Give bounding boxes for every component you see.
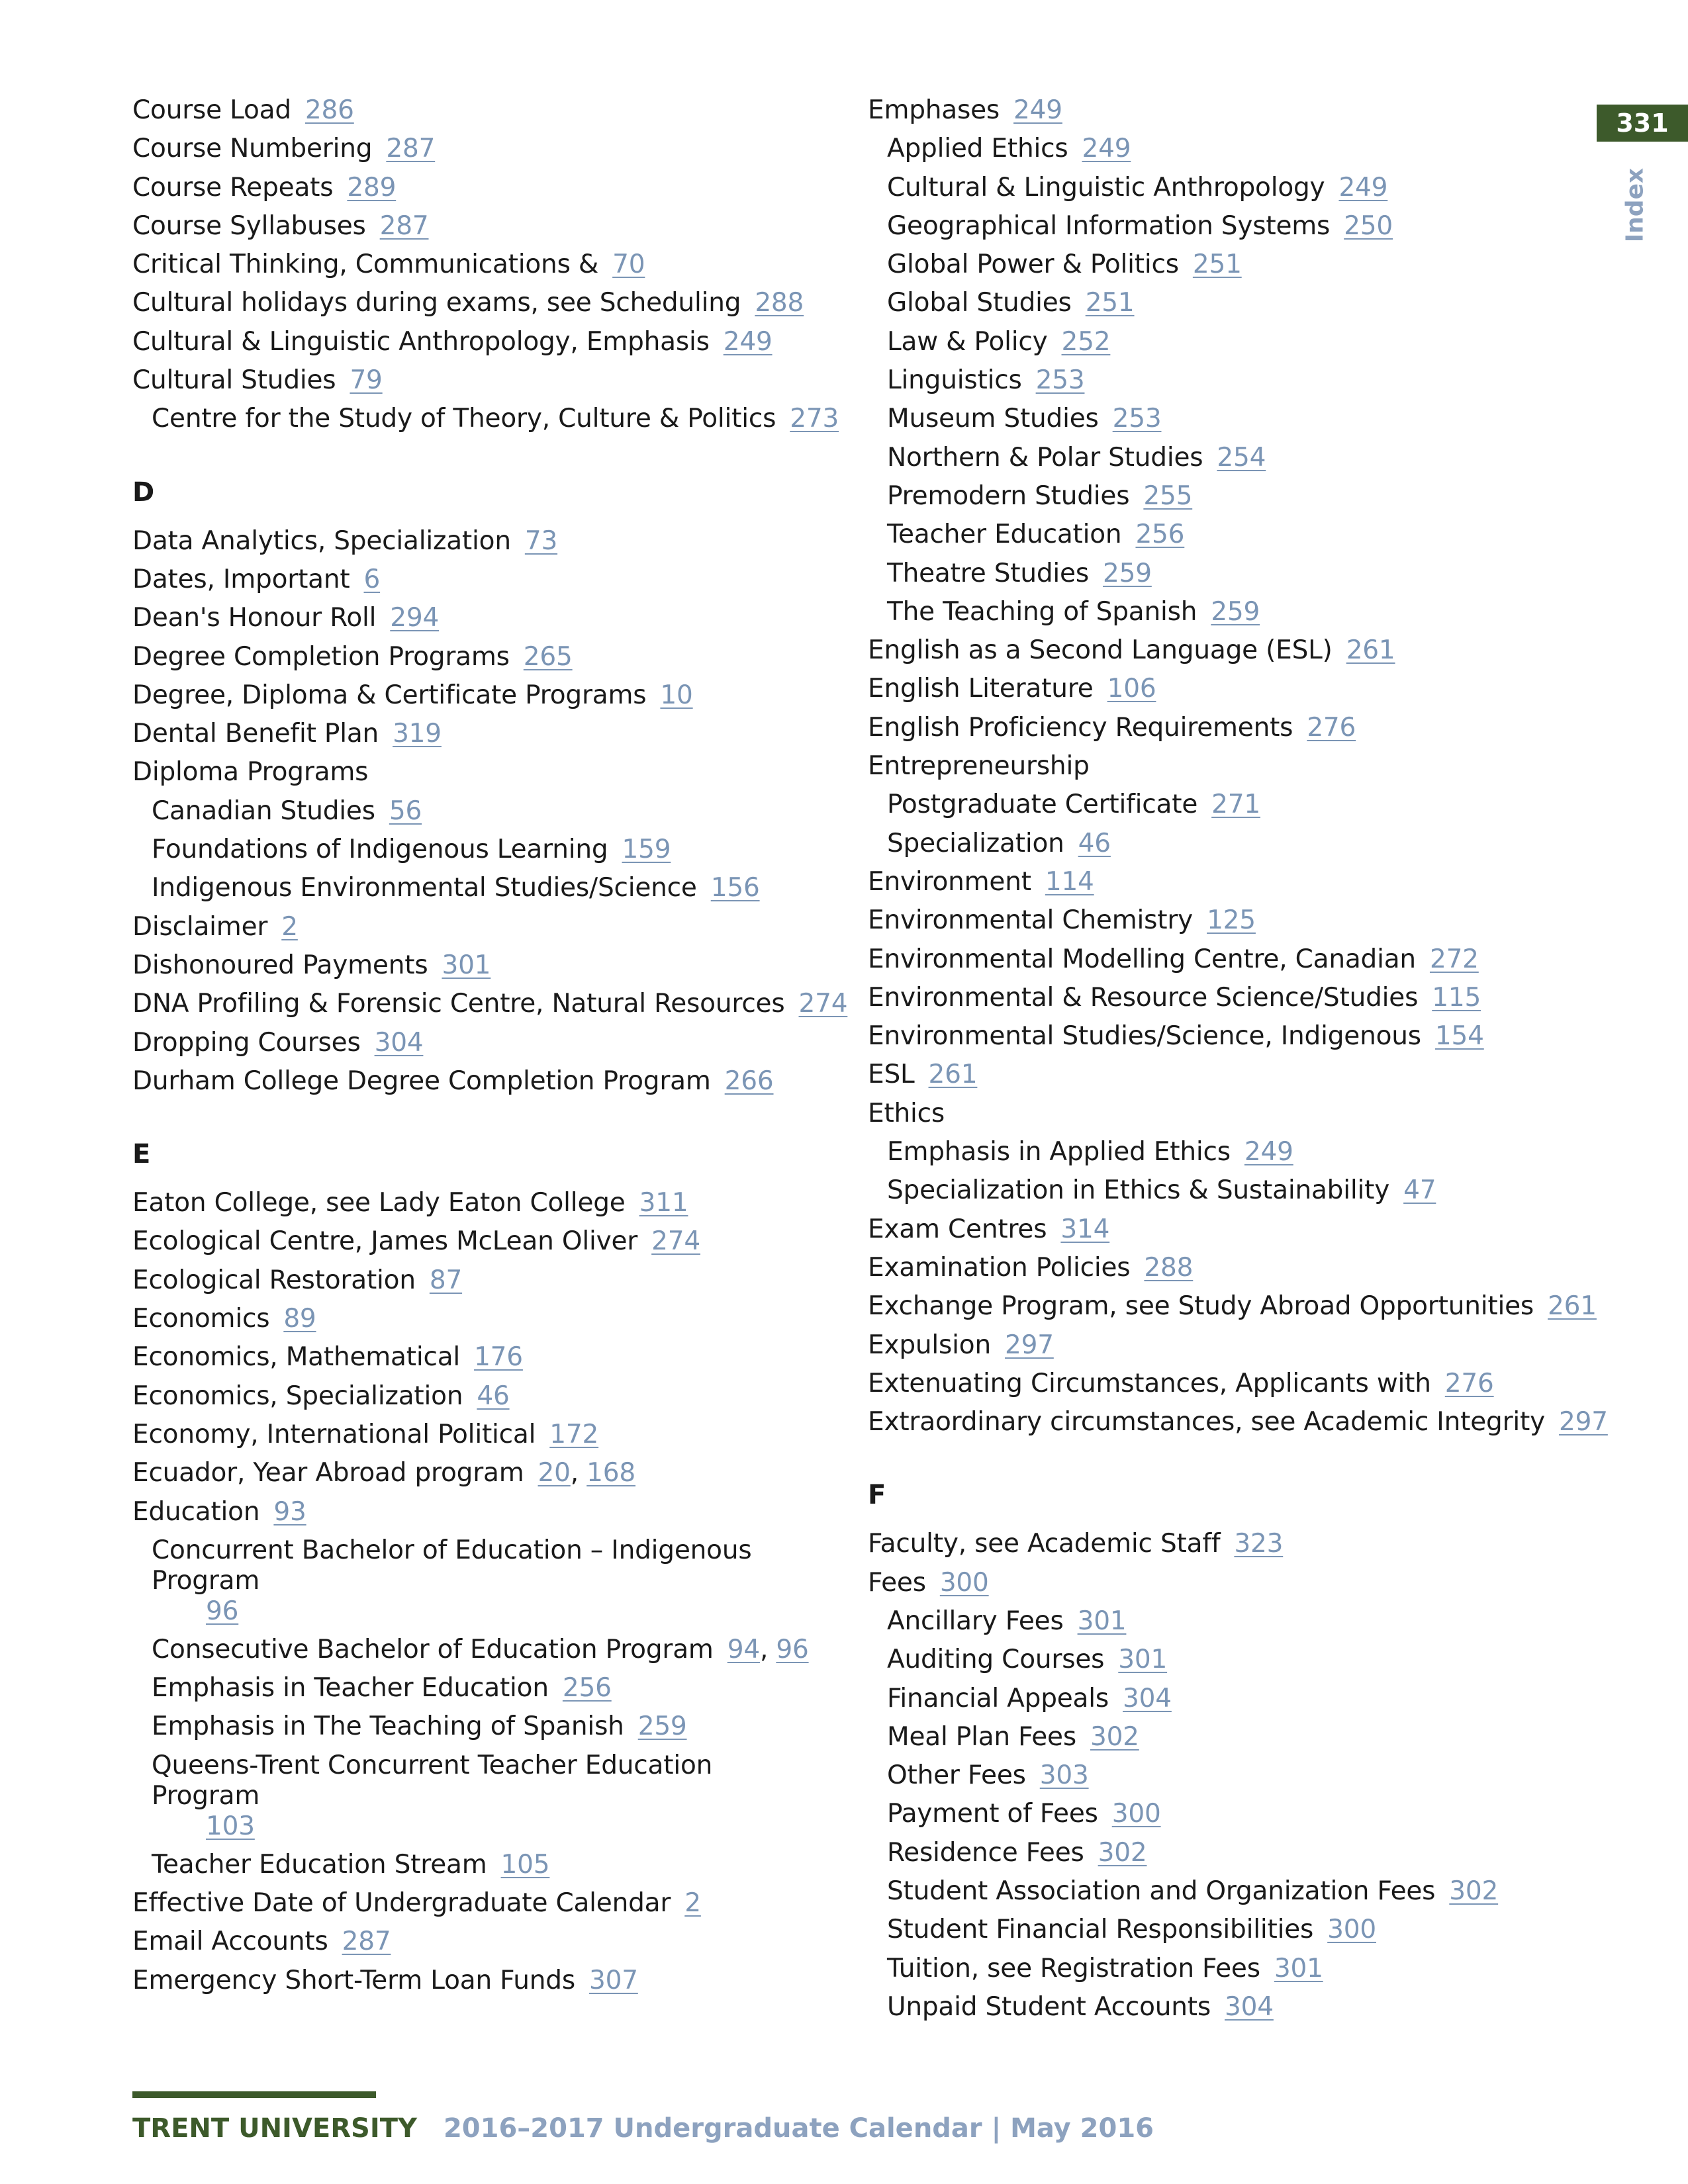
index-entry — [132, 361, 821, 400]
page-ref-link[interactable]: 300 — [1327, 1915, 1376, 1945]
index-term: Foundations of Indigenous Learning — [152, 835, 608, 865]
index-subentry — [868, 1834, 1570, 1872]
index-term: Effective Date of Undergraduate Calendar — [132, 1888, 671, 1918]
section-letter-heading: E — [132, 1139, 151, 1170]
index-term: Economy, International Political — [132, 1419, 536, 1449]
index-entry — [868, 670, 1570, 708]
index-term: Environment — [868, 866, 1031, 897]
index-entry — [132, 1300, 821, 1338]
page-ref-link[interactable]: 304 — [1123, 1683, 1172, 1713]
index-subentry — [868, 1718, 1570, 1756]
index-entry — [868, 709, 1570, 747]
index-term: Environmental Chemistry — [868, 905, 1194, 936]
index-subentry — [132, 831, 821, 869]
index-entry — [132, 130, 821, 168]
index-term: Canadian Studies — [152, 796, 375, 826]
index-term: Law & Policy — [887, 326, 1048, 357]
index-entry — [868, 91, 1570, 130]
index-term: Eaton College, see Lady Eaton College — [132, 1188, 626, 1218]
index-term: Degree, Diploma & Certificate Programs — [132, 680, 647, 710]
page-ref-link[interactable]: 274 — [651, 1226, 700, 1257]
index-term: Auditing Courses — [887, 1645, 1105, 1675]
index-term: Linguistics — [887, 365, 1022, 396]
index-term: Consecutive Bachelor of Education Program — [152, 1634, 714, 1664]
page-ref-link[interactable]: 105 — [500, 1849, 550, 1880]
footer-calendar: 2016–2017 Undergraduate Calendar | May 2016 — [443, 2113, 1154, 2144]
index-term: Environmental & Resource Science/Studies — [868, 982, 1419, 1013]
section-letter-heading: F — [868, 1480, 886, 1511]
page-ref-link[interactable]: 253 — [1035, 365, 1085, 396]
index-subentry — [868, 1680, 1570, 1718]
index-term: Unpaid Student Accounts — [887, 1991, 1211, 2022]
index-term: Geographical Information Systems — [887, 210, 1331, 241]
index-entry — [132, 1184, 821, 1222]
index-term: ESL — [868, 1060, 915, 1090]
index-term: Financial Appeals — [887, 1683, 1109, 1713]
page-ref-link[interactable]: 303 — [1039, 1760, 1089, 1791]
page-ref-link[interactable]: 288 — [755, 288, 804, 318]
index-term: Teacher Education Stream — [152, 1849, 487, 1880]
page-ref-link[interactable]: 304 — [1225, 1991, 1274, 2022]
index-subentry — [132, 1531, 821, 1631]
index-term: Student Association and Organization Fees — [887, 1876, 1436, 1907]
page-ref-link[interactable]: 93 — [273, 1496, 306, 1527]
page-ref-link[interactable]: 115 — [1432, 982, 1481, 1013]
page-ref-link[interactable]: 287 — [342, 1927, 391, 1957]
section-tab-label: Index — [1621, 167, 1649, 243]
index-entry — [132, 91, 821, 130]
index-term: Ancillary Fees — [887, 1606, 1064, 1636]
page-ref-link[interactable]: 289 — [347, 172, 397, 203]
page-ref-link[interactable]: 2 — [281, 911, 298, 942]
index-term: Meal Plan Fees — [887, 1721, 1076, 1752]
page-ref-link[interactable]: 125 — [1207, 905, 1256, 936]
page-ref-link[interactable]: 249 — [1082, 134, 1131, 164]
index-term: Cultural & Linguistic Anthropology — [887, 172, 1325, 203]
page-number: 331 — [1616, 109, 1669, 138]
index-entry — [132, 246, 821, 284]
index-term: Ecological Restoration — [132, 1265, 416, 1295]
index-term: Diploma Programs — [132, 757, 369, 788]
index-subentry — [868, 555, 1570, 593]
index-term: Dates, Important — [132, 564, 350, 594]
page-ref-link[interactable]: 276 — [1307, 712, 1356, 743]
index-term: Dean's Honour Roll — [132, 603, 377, 633]
index-term: Entrepreneurship — [868, 751, 1090, 782]
index-term: Museum Studies — [887, 404, 1099, 434]
index-term: Economics — [132, 1304, 270, 1334]
index-term: Northern & Polar Studies — [887, 442, 1203, 473]
page-ref-link[interactable]: 314 — [1060, 1214, 1110, 1244]
index-subentry — [868, 130, 1570, 168]
page-ref-link[interactable]: 287 — [379, 210, 429, 241]
index-entry — [868, 940, 1570, 979]
index-subentry — [868, 1602, 1570, 1641]
index-term: Economics, Specialization — [132, 1381, 463, 1411]
page-ref-link[interactable]: 249 — [723, 326, 773, 357]
index-entry — [868, 1564, 1570, 1602]
index-subentry — [132, 1631, 821, 1669]
page-ref-link[interactable]: 271 — [1211, 790, 1260, 820]
index-entry — [868, 1056, 1570, 1094]
index-term: Data Analytics, Specialization — [132, 525, 511, 556]
page-ref-link[interactable]: 159 — [622, 835, 671, 865]
page-ref-link[interactable]: 261 — [1346, 635, 1395, 666]
index-term: Student Financial Responsibilities — [887, 1915, 1314, 1945]
index-term: Ecuador, Year Abroad program — [132, 1458, 524, 1488]
index-term: Dental Benefit Plan — [132, 719, 379, 749]
page-ref-link[interactable]: 307 — [588, 1965, 638, 1995]
index-term: Critical Thinking, Communications & — [132, 250, 599, 280]
index-subentry — [868, 593, 1570, 631]
index-term: Specialization — [887, 828, 1064, 858]
index-subentry — [868, 477, 1570, 516]
page-ref-link[interactable]: 73 — [524, 525, 558, 556]
index-subentry — [868, 1911, 1570, 1949]
index-term: Postgraduate Certificate — [887, 790, 1198, 820]
index-term: Emphasis in Teacher Education — [152, 1673, 549, 1704]
index-entry — [868, 901, 1570, 940]
page-ref-link[interactable]: 96 — [206, 1596, 239, 1626]
index-entry — [132, 1222, 821, 1261]
page-ref-link[interactable]: 2 — [684, 1888, 701, 1918]
index-term: Environmental Studies/Science, Indigenous — [868, 1021, 1421, 1052]
index-term: Global Power & Politics — [887, 250, 1179, 280]
index-term: English Literature — [868, 674, 1094, 704]
index-entry — [132, 1493, 821, 1531]
page-ref-link[interactable]: 256 — [562, 1673, 612, 1704]
page-ref-link[interactable]: 259 — [1211, 596, 1260, 627]
index-column-left — [132, 91, 848, 2000]
page-ref-link[interactable]: 87 — [429, 1265, 463, 1295]
index-term: Disclaimer — [132, 911, 268, 942]
index-term: Cultural & Linguistic Anthropology, Emphasis — [132, 326, 710, 357]
page-ref-link[interactable]: 261 — [1548, 1291, 1597, 1322]
page-ref-link[interactable]: 249 — [1338, 172, 1388, 203]
index-subentry — [868, 1171, 1570, 1210]
index-subentry — [868, 1756, 1570, 1795]
index-term: DNA Profiling & Forensic Centre, Natural Resources — [132, 989, 785, 1019]
index-entry — [868, 863, 1570, 901]
page-ref-link[interactable]: 288 — [1144, 1252, 1194, 1283]
footer-university: TRENT UNIVERSITY — [132, 2113, 417, 2144]
footer — [132, 2111, 1154, 2146]
page-ref-link[interactable]: 276 — [1444, 1368, 1494, 1398]
index-entry — [132, 715, 821, 753]
index-term: Concurrent Bachelor of Education – Indigenous Program — [152, 1535, 752, 1596]
index-subentry — [132, 869, 821, 907]
page-ref-link[interactable]: 254 — [1217, 442, 1266, 473]
index-entry — [132, 1261, 821, 1300]
index-entry — [132, 561, 821, 599]
index-term: Indigenous Environmental Studies/Science — [152, 873, 697, 903]
index-subentry — [868, 1872, 1570, 1911]
page-ref-link[interactable]: 301 — [442, 950, 491, 980]
page-ref-link[interactable]: 249 — [1244, 1137, 1293, 1167]
index-subentry — [868, 825, 1570, 863]
index-entry — [132, 284, 821, 322]
index-subentry — [132, 1707, 821, 1746]
page-ref-link[interactable]: 20 — [538, 1458, 571, 1488]
page-ref-link[interactable]: 103 — [206, 1811, 255, 1841]
index-term: Tuition, see Registration Fees — [887, 1953, 1260, 1983]
page-ref-link[interactable]: 46 — [1078, 828, 1111, 858]
index-entry — [132, 1024, 821, 1062]
index-entry — [132, 1377, 821, 1416]
index-entry — [132, 638, 821, 676]
index-term: Queens-Trent Concurrent Teacher Education Program — [152, 1750, 713, 1811]
page-ref-link[interactable]: 256 — [1135, 520, 1185, 550]
page-ref-link[interactable]: 56 — [389, 796, 422, 826]
index-term: English Proficiency Requirements — [868, 712, 1293, 743]
index-entry — [132, 522, 821, 561]
page-ref-link[interactable]: 47 — [1403, 1175, 1436, 1206]
index-entry — [868, 1326, 1570, 1365]
index-term: Course Numbering — [132, 134, 373, 164]
page-ref-link[interactable]: 301 — [1274, 1953, 1323, 1983]
page-ref-link[interactable]: 272 — [1429, 944, 1479, 974]
page-ref-link[interactable]: 94 — [727, 1634, 760, 1664]
page-ref-link[interactable]: 79 — [350, 365, 383, 396]
index-term: Extenuating Circumstances, Applicants with — [868, 1368, 1431, 1398]
index-subentry — [868, 1133, 1570, 1171]
index-term: Emphases — [868, 95, 1000, 125]
index-term: Course Syllabuses — [132, 210, 366, 241]
index-term: Emergency Short-Term Loan Funds — [132, 1965, 575, 1995]
index-term: Economics, Mathematical — [132, 1342, 461, 1373]
index-subentry — [868, 246, 1570, 284]
index-subentry — [868, 400, 1570, 438]
index-term: Dishonoured Payments — [132, 950, 428, 980]
index-term: English as a Second Language (ESL) — [868, 635, 1333, 666]
page-ref-link[interactable]: 304 — [374, 1027, 424, 1058]
index-term: Expulsion — [868, 1330, 991, 1360]
page-ref-link[interactable]: 287 — [386, 134, 436, 164]
index-subentry — [868, 323, 1570, 361]
index-entry — [868, 747, 1570, 786]
section-tab — [1612, 165, 1658, 245]
footer-rule — [132, 2091, 376, 2098]
page-ref-link[interactable]: 106 — [1107, 674, 1156, 704]
index-entry — [132, 1338, 821, 1377]
index-entry — [868, 1249, 1570, 1287]
index-term: Course Repeats — [132, 172, 334, 203]
index-subentry — [868, 361, 1570, 400]
index-subentry — [132, 1747, 821, 1846]
index-entry — [132, 323, 821, 361]
index-column-right — [868, 91, 1608, 2026]
page-ref-separator: , — [570, 1458, 587, 1488]
page-ref-link[interactable]: 300 — [939, 1567, 989, 1598]
page-ref-link[interactable]: 252 — [1061, 326, 1111, 357]
index-term: Course Load — [132, 95, 291, 125]
index-term: Exam Centres — [868, 1214, 1047, 1244]
index-subentry — [868, 1988, 1570, 2026]
index-term: Dropping Courses — [132, 1027, 361, 1058]
page-ref-link[interactable]: 297 — [1559, 1407, 1608, 1437]
index-entry — [132, 1884, 821, 1923]
index-term: Extraordinary circumstances, see Academic Integrity — [868, 1407, 1546, 1437]
page-ref-link[interactable]: 114 — [1045, 866, 1094, 897]
index-term: Durham College Degree Completion Program — [132, 1066, 711, 1096]
index-term: Emphasis in The Teaching of Spanish — [152, 1711, 624, 1742]
index-subentry — [868, 284, 1570, 322]
index-term: Residence Fees — [887, 1837, 1084, 1868]
page-refs-continuation — [152, 1596, 821, 1627]
index-term: Payment of Fees — [887, 1799, 1098, 1829]
index-subentry — [868, 516, 1570, 554]
index-entry — [132, 946, 821, 985]
page-ref-link[interactable]: 10 — [660, 680, 693, 710]
index-term: Faculty, see Academic Staff — [868, 1529, 1221, 1559]
index-term: Cultural Studies — [132, 365, 336, 396]
page-ref-link[interactable]: 89 — [283, 1304, 316, 1334]
section-letter-heading: D — [132, 477, 155, 508]
index-entry — [868, 1210, 1570, 1249]
page-ref-link[interactable]: 154 — [1434, 1021, 1484, 1052]
index-term: Exchange Program, see Study Abroad Opportunities — [868, 1291, 1534, 1322]
index-entry — [132, 676, 821, 715]
index-subentry — [868, 1641, 1570, 1679]
index-term: Degree Completion Programs — [132, 641, 510, 672]
index-term: Global Studies — [887, 288, 1072, 318]
index-entry — [132, 1923, 821, 1961]
index-entry — [868, 1403, 1608, 1441]
index-term: Ecological Centre, James McLean Oliver — [132, 1226, 638, 1257]
page-ref-link[interactable]: 261 — [928, 1060, 978, 1090]
page-ref-link[interactable]: 255 — [1143, 480, 1193, 511]
page-ref-separator: , — [759, 1634, 776, 1664]
page-ref-link[interactable]: 323 — [1234, 1529, 1284, 1559]
index-entry — [132, 1962, 821, 2000]
index-subentry — [868, 439, 1570, 477]
page-ref-link[interactable]: 250 — [1344, 210, 1393, 241]
page-ref-link[interactable]: 301 — [1077, 1606, 1127, 1636]
page-ref-link[interactable]: 300 — [1111, 1799, 1161, 1829]
page-ref-link[interactable]: 297 — [1004, 1330, 1054, 1360]
index-entry — [868, 979, 1570, 1017]
index-term: Fees — [868, 1567, 926, 1598]
page-ref-link[interactable]: 259 — [637, 1711, 687, 1742]
page-ref-link[interactable]: 294 — [390, 603, 440, 633]
index-entry — [132, 753, 821, 792]
index-entry — [868, 631, 1570, 670]
page-ref-link[interactable]: 286 — [305, 95, 354, 125]
index-subentry — [868, 786, 1570, 824]
page-ref-link[interactable]: 156 — [710, 873, 760, 903]
page-ref-link[interactable]: 274 — [798, 989, 848, 1019]
index-subentry — [132, 792, 821, 831]
page-ref-link[interactable]: 249 — [1013, 95, 1062, 125]
page-ref-link[interactable]: 266 — [724, 1066, 774, 1096]
index-entry — [132, 1062, 821, 1101]
page-ref-link[interactable]: 96 — [776, 1634, 809, 1664]
page-ref-link[interactable]: 251 — [1085, 288, 1135, 318]
page-ref-link[interactable]: 6 — [363, 564, 381, 594]
index-entry — [868, 1287, 1597, 1326]
page-refs-continuation — [152, 1811, 821, 1842]
index-term: Cultural holidays during exams, see Scheduling — [132, 288, 741, 318]
page-ref-link[interactable]: 301 — [1118, 1645, 1168, 1675]
index-subentry — [132, 1846, 821, 1884]
index-term: Teacher Education — [887, 520, 1122, 550]
index-term: Premodern Studies — [887, 480, 1130, 511]
index-entry — [132, 908, 821, 946]
index-term: Applied Ethics — [887, 134, 1068, 164]
index-term: Specialization in Ethics & Sustainability — [887, 1175, 1390, 1206]
index-entry — [868, 1095, 1570, 1133]
page-ref-link[interactable]: 302 — [1090, 1721, 1139, 1752]
page-ref-link[interactable]: 311 — [639, 1188, 688, 1218]
page-ref-link[interactable]: 259 — [1102, 558, 1152, 588]
page-ref-link[interactable]: 176 — [474, 1342, 523, 1373]
page-ref-link[interactable]: 70 — [612, 250, 645, 280]
page-ref-link[interactable]: 253 — [1112, 404, 1162, 434]
index-subentry — [132, 1669, 821, 1707]
page-ref-link[interactable]: 273 — [790, 404, 839, 434]
page-number-tab — [1597, 105, 1688, 142]
index-subentry — [868, 1795, 1570, 1833]
index-term: Examination Policies — [868, 1252, 1131, 1283]
index-subentry — [868, 207, 1570, 246]
index-entry — [132, 1416, 821, 1454]
page-ref-link[interactable]: 168 — [586, 1458, 635, 1488]
page-ref-link[interactable]: 319 — [393, 719, 442, 749]
index-term: Theatre Studies — [887, 558, 1089, 588]
index-subentry — [868, 1950, 1570, 1988]
index-term: Centre for the Study of Theory, Culture & Politics — [152, 404, 776, 434]
index-subentry — [868, 169, 1570, 207]
index-entry — [868, 1525, 1570, 1563]
index-entry — [132, 207, 821, 246]
page-ref-link[interactable]: 251 — [1192, 250, 1242, 280]
index-entry — [868, 1017, 1570, 1056]
page-ref-link[interactable]: 265 — [523, 641, 573, 672]
index-subentry — [132, 400, 839, 438]
index-entry — [132, 599, 821, 637]
index-term: Education — [132, 1496, 260, 1527]
index-term: Ethics — [868, 1098, 945, 1128]
index-entry — [132, 985, 848, 1023]
page-ref-link[interactable]: 302 — [1098, 1837, 1147, 1868]
index-term: Email Accounts — [132, 1927, 328, 1957]
page-ref-link[interactable]: 172 — [549, 1419, 599, 1449]
index-entry — [132, 1454, 821, 1492]
index-term: Environmental Modelling Centre, Canadian — [868, 944, 1416, 974]
page-ref-link[interactable]: 302 — [1449, 1876, 1499, 1907]
index-term: The Teaching of Spanish — [887, 596, 1197, 627]
index-term: Other Fees — [887, 1760, 1026, 1791]
index-term: Emphasis in Applied Ethics — [887, 1137, 1231, 1167]
page-ref-link[interactable]: 46 — [477, 1381, 510, 1411]
index-entry — [868, 1365, 1570, 1403]
index-entry — [132, 169, 821, 207]
